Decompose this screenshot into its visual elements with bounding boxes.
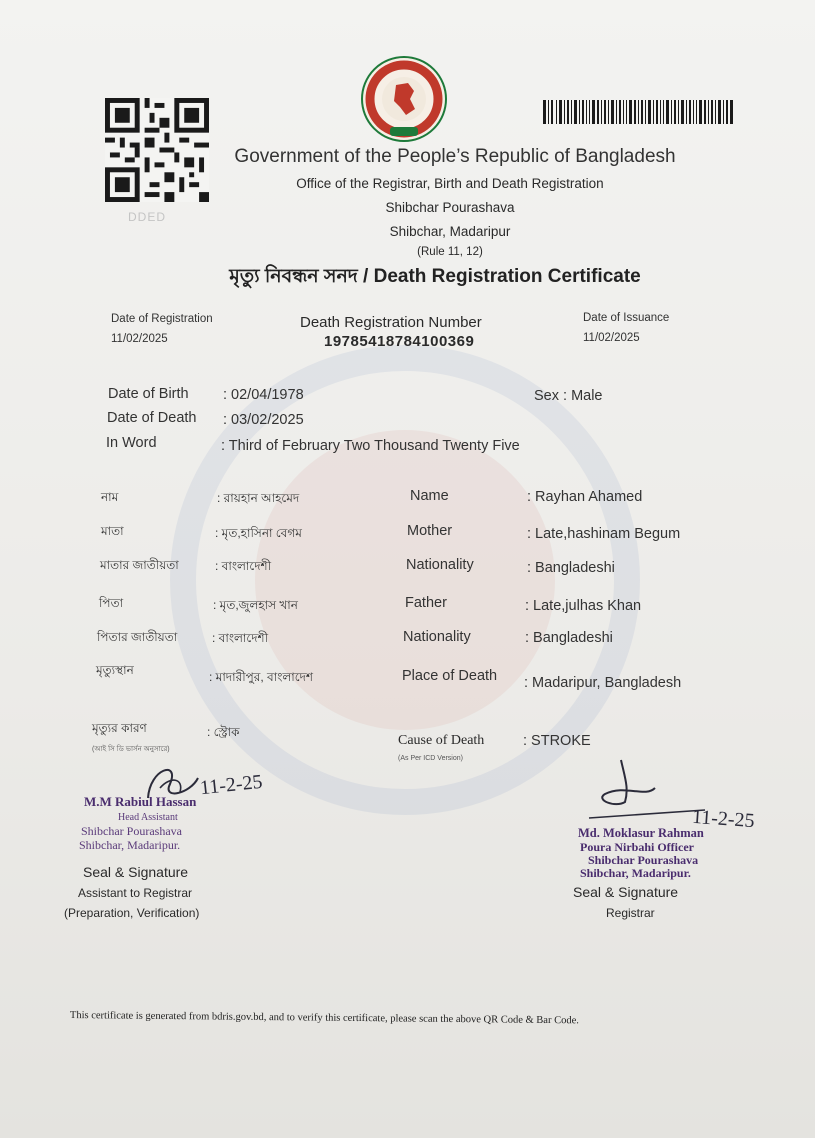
date-of-registration-value: 11/02/2025 xyxy=(111,333,168,345)
name-bn-label: নাম xyxy=(101,490,119,504)
date-of-birth-label: Date of Birth xyxy=(108,386,189,402)
mother-bn-value: : মৃত,হাসিনা বেগম xyxy=(215,526,302,540)
right-stamp-org: Shibchar Pourashava xyxy=(588,853,699,867)
cause-label: Cause of Death xyxy=(398,733,485,748)
father-nationality-label: Nationality xyxy=(403,629,471,645)
government-title: Government of the People’s Republic of Bangladesh xyxy=(234,146,676,167)
place-of-death-bn-label: মৃত্যুস্থান xyxy=(96,663,134,677)
date-of-death-label: Date of Death xyxy=(107,410,197,426)
name-value: : Rayhan Ahamed xyxy=(527,489,643,505)
qr-caption: DDED xyxy=(128,210,167,224)
right-signature-date: 11-2-25 xyxy=(691,805,756,833)
mother-label: Mother xyxy=(407,523,453,539)
date-of-issuance-label: Date of Issuance xyxy=(583,312,670,324)
left-role-note: (Preparation, Verification) xyxy=(64,906,200,920)
registration-number-label: Death Registration Number xyxy=(300,314,482,331)
father-bn-value: : মৃত,জুলহাস খান xyxy=(213,598,298,612)
mother-nationality-label: Nationality xyxy=(406,557,474,573)
date-of-death-value: : 03/02/2025 xyxy=(223,412,304,428)
mother-nationality-bn-value: : বাংলাদেশী xyxy=(215,559,272,573)
left-stamp-title: Head Assistant xyxy=(118,812,178,823)
pourashava-title: Shibchar Pourashava xyxy=(385,200,515,215)
name-label: Name xyxy=(410,488,449,504)
right-stamp-title: Poura Nirbahi Officer xyxy=(580,840,694,854)
right-seal-label: Seal & Signature xyxy=(573,884,679,900)
place-of-death-label: Place of Death xyxy=(402,668,498,684)
mother-nationality-bn-label: মাতার জাতীয়তা xyxy=(100,558,179,572)
father-nationality-value: : Bangladeshi xyxy=(525,630,613,646)
cause-value: : STROKE xyxy=(523,733,591,749)
right-stamp-name: Md. Moklasur Rahman xyxy=(578,826,704,840)
left-stamp-place: Shibchar, Madaripur. xyxy=(79,838,181,852)
right-role: Registrar xyxy=(606,906,655,920)
date-of-birth-value: : 02/04/1978 xyxy=(223,387,304,403)
mother-value: : Late,hashinam Begum xyxy=(527,526,681,542)
date-of-issuance-value: 11/02/2025 xyxy=(583,332,640,344)
verification-footer: This certificate is generated from bdris.gov.bd, and to verify this certificate, please scan the above QR Code & Bar Code. xyxy=(69,1010,579,1027)
mother-bn-label: মাতা xyxy=(101,524,124,538)
name-bn-value: : রায়হান আহমেদ xyxy=(217,491,300,505)
father-label: Father xyxy=(405,595,447,611)
mother-nationality-value: : Bangladeshi xyxy=(527,560,615,576)
place-of-death-bn-value: : মাদারীপুর, বাংলাদেশ xyxy=(209,670,314,684)
certificate-title: মৃত্যু নিবন্ধন সনদ / Death Registration Certificate xyxy=(229,266,641,287)
cause-bn-label: মৃত্যুর কারণ xyxy=(92,721,147,735)
father-nationality-bn-value: : বাংলাদেশী xyxy=(212,631,269,645)
office-title: Office of the Registrar, Birth and Death Registration xyxy=(296,176,604,191)
date-of-registration-label: Date of Registration xyxy=(111,313,213,325)
sex-field: Sex : Male xyxy=(534,388,603,404)
in-word-label: In Word xyxy=(106,435,157,451)
left-stamp-org: Shibchar Pourashava xyxy=(81,824,182,838)
cause-sub: (As Per ICD Version) xyxy=(398,755,463,762)
registration-number: 19785418784100369 xyxy=(324,333,475,350)
barcode xyxy=(543,100,733,124)
father-nationality-bn-label: পিতার জাতীয়তা xyxy=(97,630,178,644)
in-word-value: : Third of February Two Thousand Twenty Five xyxy=(221,438,520,454)
place-of-death-value: : Madaripur, Bangladesh xyxy=(524,675,682,691)
government-emblem xyxy=(360,55,448,143)
left-role: Assistant to Registrar xyxy=(78,886,193,900)
cause-bn-sub: (আই সি ডি ভার্সন অনুসারে) xyxy=(92,746,170,753)
left-seal-label: Seal & Signature xyxy=(83,864,189,880)
right-stamp-place: Shibchar, Madaripur. xyxy=(580,866,691,880)
location-title: Shibchar, Madaripur xyxy=(389,224,511,239)
rule-text: (Rule 11, 12) xyxy=(417,246,483,258)
cause-bn-value: : স্ট্রোক xyxy=(207,725,240,739)
father-bn-label: পিতা xyxy=(99,596,124,610)
left-stamp-name: M.M Rabiul Hassan xyxy=(84,794,197,809)
left-signature-date: 11-2-25 xyxy=(198,770,264,800)
father-value: : Late,julhas Khan xyxy=(525,598,642,614)
